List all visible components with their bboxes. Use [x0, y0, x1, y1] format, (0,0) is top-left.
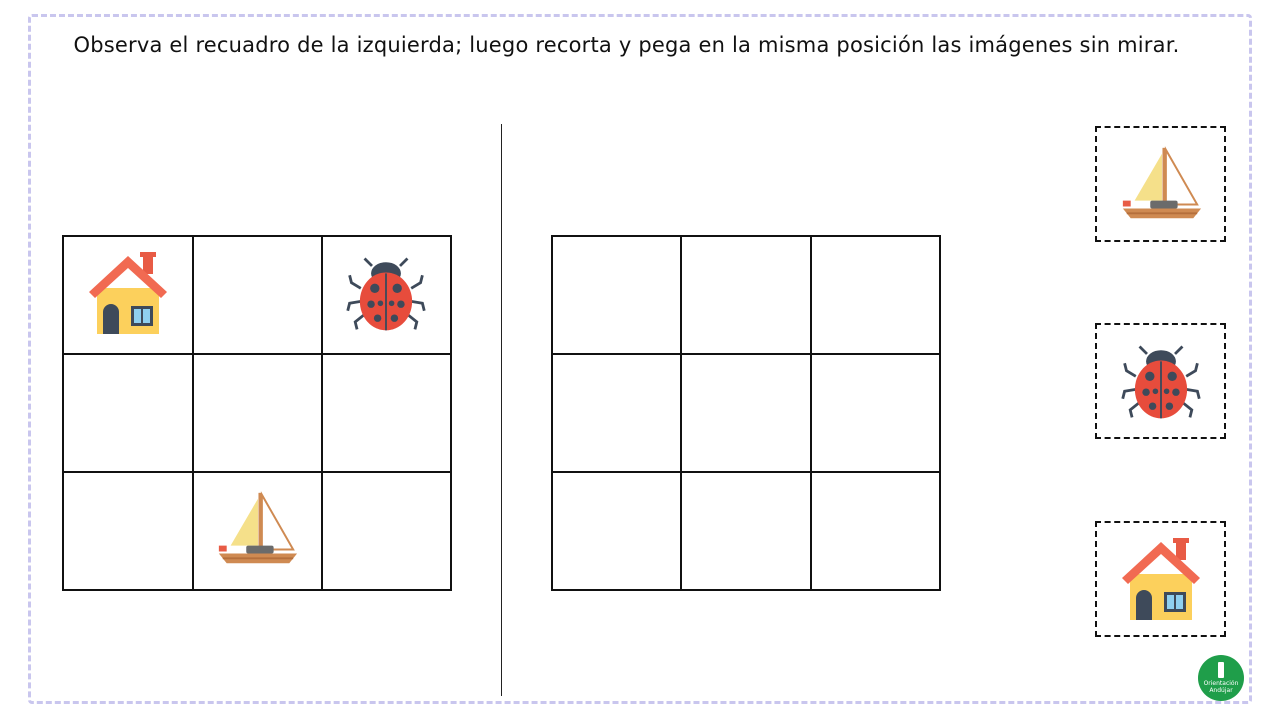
answer-grid: [551, 235, 941, 591]
answer-cell[interactable]: [811, 472, 940, 590]
model-cell: [193, 472, 322, 590]
answer-cell[interactable]: [681, 354, 810, 472]
boat-icon: [1117, 140, 1205, 228]
boat-icon: [213, 485, 301, 573]
answer-cell[interactable]: [552, 472, 681, 590]
cutout-boat[interactable]: [1095, 126, 1226, 242]
logo-line2: Andújar: [1209, 687, 1233, 694]
house-icon: [83, 248, 173, 338]
house-icon: [1116, 534, 1206, 624]
ladybug-icon: [344, 251, 428, 335]
answer-cell[interactable]: [681, 236, 810, 354]
model-cell: [322, 354, 451, 472]
model-cell: [322, 236, 451, 354]
model-grid: [62, 235, 452, 591]
model-cell: [322, 472, 451, 590]
answer-cell[interactable]: [552, 354, 681, 472]
cutout-ladybug[interactable]: [1095, 323, 1226, 439]
ladybug-icon: [1119, 339, 1203, 423]
brand-logo: [1198, 655, 1244, 701]
model-cell: [63, 354, 193, 472]
answer-cell[interactable]: [811, 236, 940, 354]
model-cell: [193, 236, 322, 354]
logo-line1: Orientación: [1203, 680, 1239, 687]
pencil-icon: [1218, 662, 1224, 678]
answer-cell[interactable]: [681, 472, 810, 590]
answer-cell[interactable]: [811, 354, 940, 472]
model-cell: [63, 236, 193, 354]
instruction-text: Observa el recuadro de la izquierda; luego recorta y pega en la misma posición las imágenes sin mirar.: [73, 33, 1180, 57]
divider-line: [501, 124, 502, 696]
answer-cell[interactable]: [552, 236, 681, 354]
cutout-house[interactable]: [1095, 521, 1226, 637]
model-cell: [193, 354, 322, 472]
model-cell: [63, 472, 193, 590]
